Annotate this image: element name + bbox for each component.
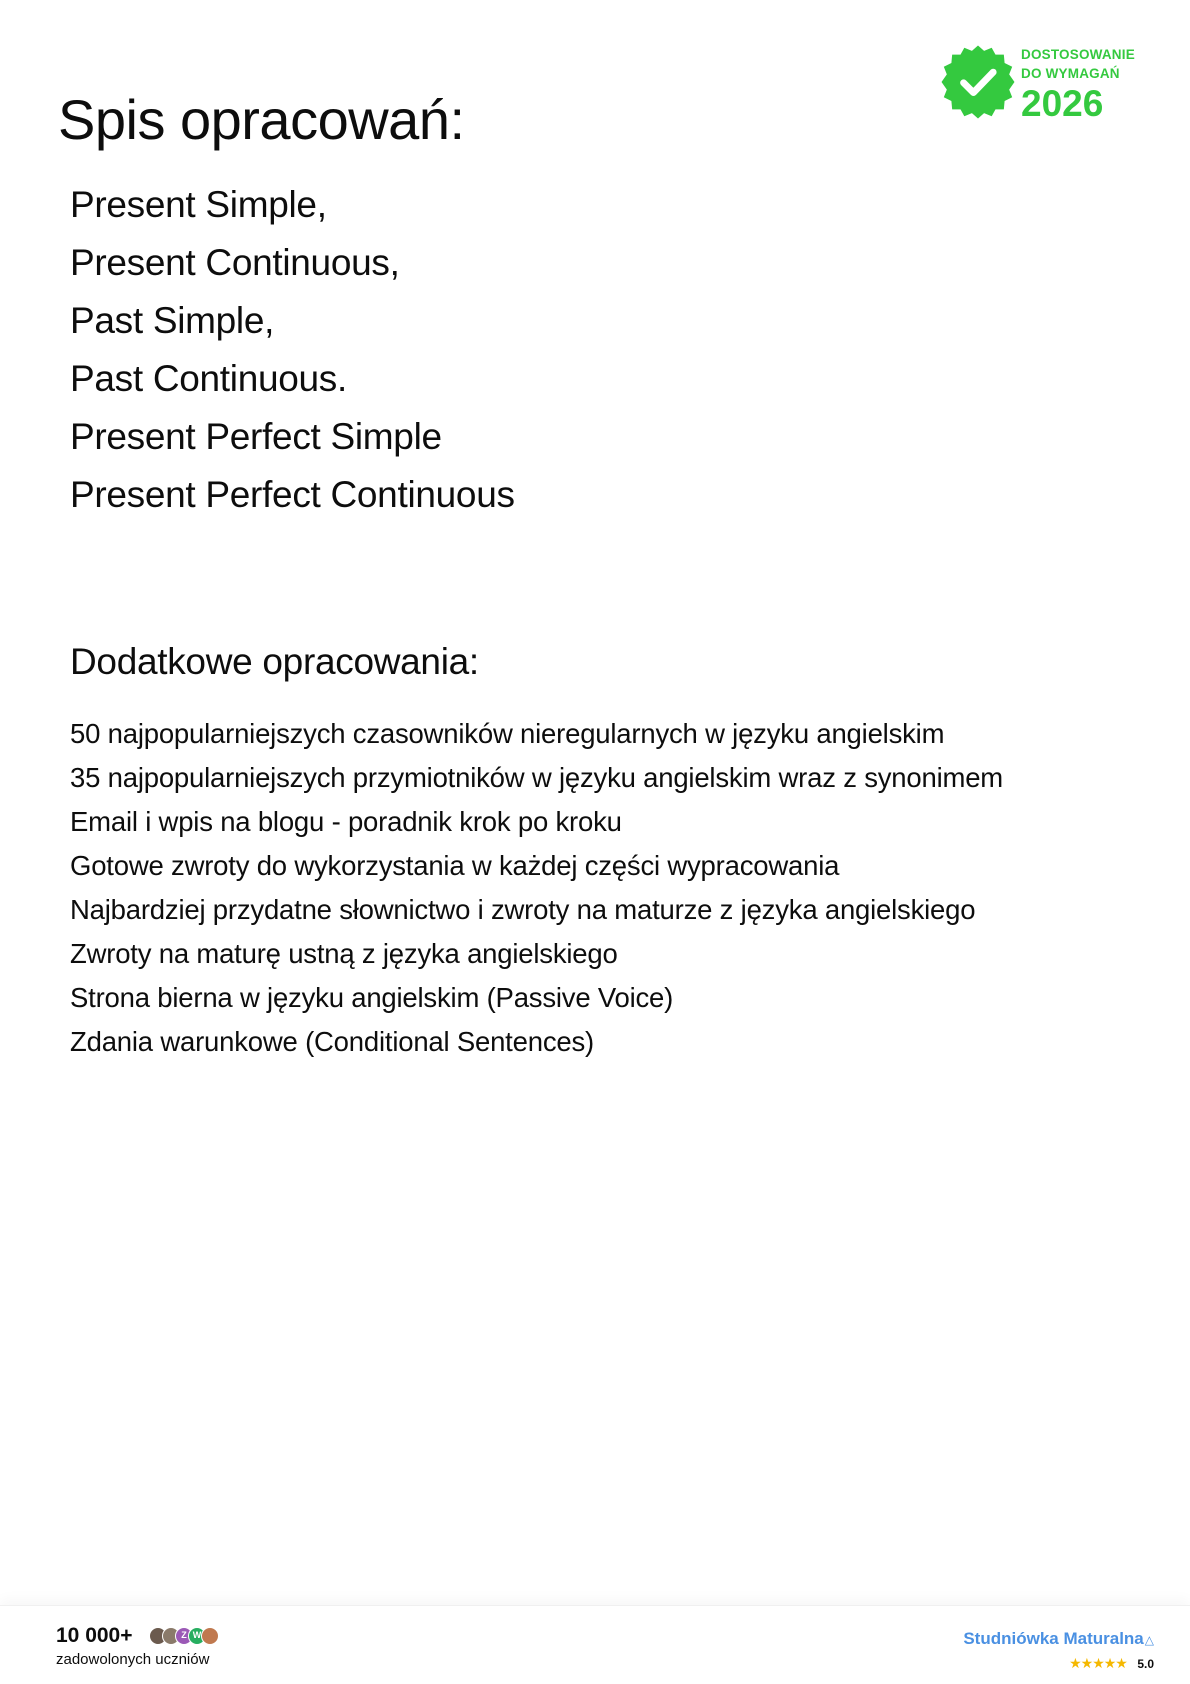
list-item: Present Perfect Simple [70, 416, 442, 457]
avatar: W [188, 1627, 206, 1645]
triangle-icon: △ [1144, 1633, 1154, 1647]
additional-topics-list [70, 712, 1003, 1064]
list-item: Gotowe zwroty do wykorzystania w każdej części wypracowania [70, 850, 840, 881]
students-label: zadowolonych uczniów [56, 1651, 210, 1668]
badge-text [1021, 45, 1161, 126]
requirements-badge [940, 44, 1160, 124]
badge-year: 2026 [1021, 83, 1104, 124]
brand-name: Studniówka Maturalna [963, 1629, 1144, 1648]
students-count: 10 000+ [56, 1624, 133, 1647]
list-item: Present Continuous, [70, 242, 400, 283]
brand-block [963, 1628, 1154, 1673]
stars-icon: ★★★★★ [1069, 1655, 1127, 1671]
list-item: Email i wpis na blogu - poradnik krok po kroku [70, 806, 622, 837]
badge-line-1: DOSTOSOWANIE [1021, 47, 1135, 62]
list-item: Najbardziej przydatne słownictwo i zwroty na maturze z języka angielskiego [70, 894, 976, 925]
avatar: Z [175, 1627, 193, 1645]
students-summary [56, 1624, 225, 1670]
badge-line-2: DO WYMAGAŃ [1021, 66, 1120, 81]
list-item: Zwroty na maturę ustną z języka angielskiego [70, 938, 618, 969]
list-item: Present Simple, [70, 184, 327, 225]
list-item: Past Simple, [70, 300, 275, 341]
rating [963, 1654, 1154, 1673]
rating-value: 5.0 [1137, 1657, 1154, 1671]
section-heading: Dodatkowe opracowania: [70, 641, 479, 682]
main-topics-list [70, 176, 515, 524]
avatar [201, 1627, 219, 1645]
list-item: Present Perfect Continuous [70, 474, 515, 515]
brand-logo [963, 1628, 1154, 1651]
list-item: Zdania warunkowe (Conditional Sentences) [70, 1026, 594, 1057]
list-item: 50 najpopularniejszych czasowników nieregularnych w języku angielskim [70, 718, 945, 749]
page-title: Spis opracowań: [58, 88, 465, 151]
check-seal-icon [940, 44, 1016, 120]
footer [0, 1605, 1190, 1684]
list-item: 35 najpopularniejszych przymiotników w języku angielskim wraz z synonimem [70, 762, 1003, 793]
avatar-group [149, 1627, 225, 1645]
list-item: Past Continuous. [70, 358, 347, 399]
list-item: Strona bierna w języku angielskim (Passive Voice) [70, 982, 674, 1013]
